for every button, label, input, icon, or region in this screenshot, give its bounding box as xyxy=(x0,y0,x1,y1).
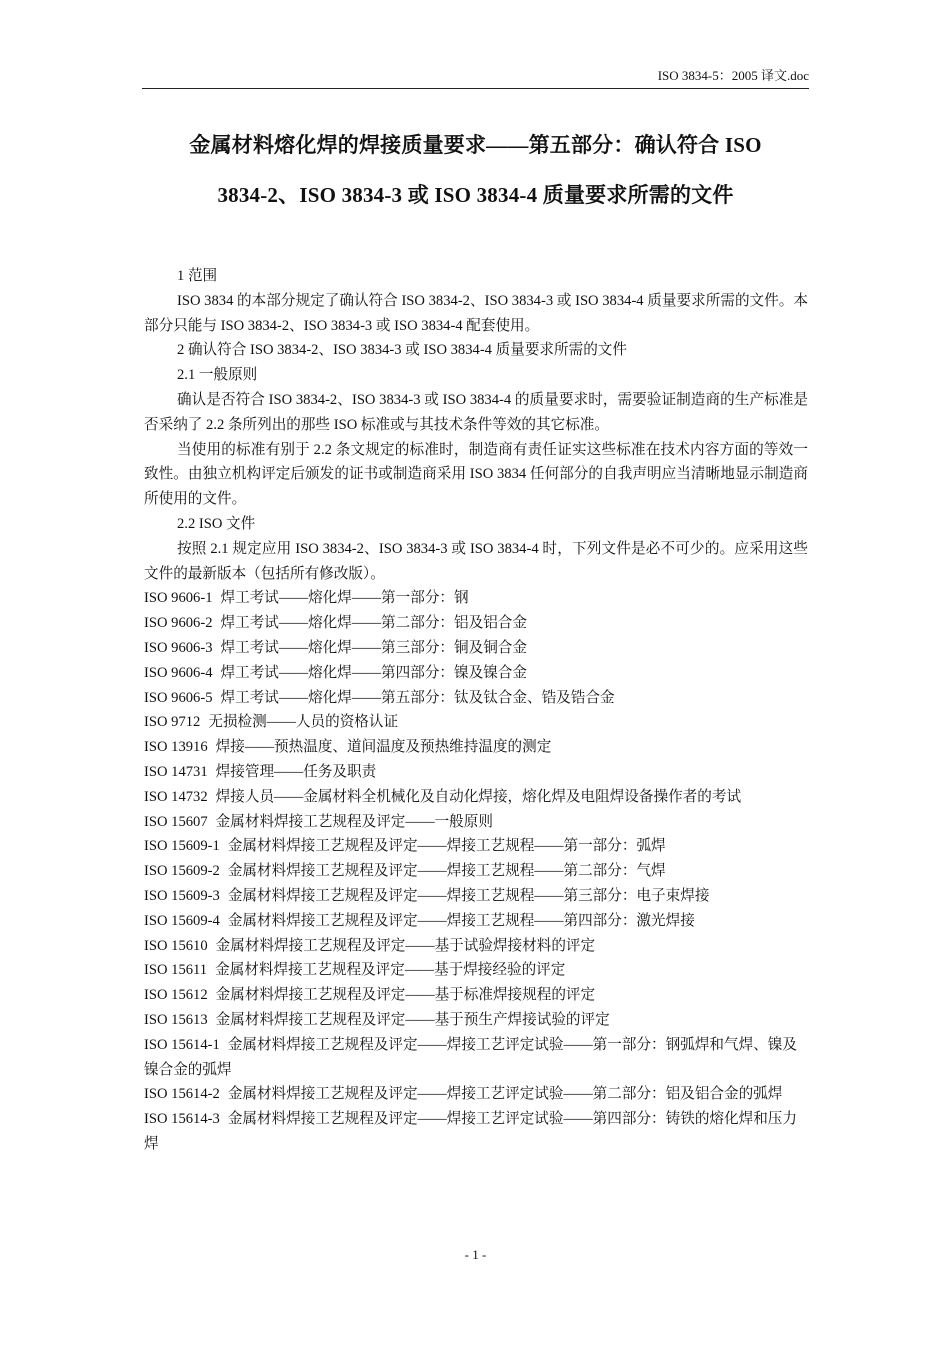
reference-code: ISO 15610 xyxy=(144,937,208,954)
reference-code: ISO 15609-1 xyxy=(144,838,220,855)
reference-item xyxy=(144,586,808,611)
reference-title: 焊工考试——熔化焊——第四部分：镍及镍合金 xyxy=(220,664,527,681)
reference-code: ISO 15612 xyxy=(144,987,208,1004)
reference-code: ISO 15607 xyxy=(144,813,208,830)
reference-title: 金属材料焊接工艺规程及评定——焊接工艺评定试验——第四部分：铸铁的熔化焊和压力焊 xyxy=(144,1111,797,1152)
reference-item xyxy=(144,859,808,884)
reference-item xyxy=(144,934,808,959)
reference-title: 金属材料焊接工艺规程及评定——焊接工艺规程——第二部分：气焊 xyxy=(227,863,666,880)
reference-title: 金属材料焊接工艺规程及评定——焊接工艺规程——第四部分：激光焊接 xyxy=(227,912,695,929)
document-title xyxy=(142,120,809,220)
reference-code: ISO 15614-3 xyxy=(144,1111,220,1128)
reference-item xyxy=(144,760,808,785)
reference-item xyxy=(144,834,808,859)
reference-title: 金属材料焊接工艺规程及评定——焊接工艺评定试验——第一部分：钢弧焊和气焊、镍及镍合金的弧焊 xyxy=(144,1036,797,1078)
section-2-1-heading: 2.1 一般原则 xyxy=(177,367,258,384)
reference-title: 金属材料焊接工艺规程及评定——基于标准焊接规程的评定 xyxy=(215,987,596,1004)
reference-title: 金属材料焊接工艺规程及评定——焊接工艺评定试验——第二部分：铝及铝合金的弧焊 xyxy=(227,1086,783,1103)
reference-code: ISO 14732 xyxy=(144,788,208,805)
reference-code: ISO 14731 xyxy=(144,763,208,780)
title-line-1: 金属材料熔化焊的焊接质量要求——第五部分：确认符合 ISO xyxy=(189,133,762,157)
document-body xyxy=(144,264,808,1157)
reference-title: 焊工考试——熔化焊——第三部分：铜及铜合金 xyxy=(220,639,527,656)
reference-code: ISO 15609-4 xyxy=(144,912,220,929)
reference-item xyxy=(144,735,808,760)
reference-item xyxy=(144,1082,808,1107)
reference-title: 金属材料焊接工艺规程及评定——焊接工艺规程——第三部分：电子束焊接 xyxy=(227,887,710,904)
reference-title: 金属材料焊接工艺规程及评定——基于焊接经验的评定 xyxy=(215,962,566,979)
section-1-heading: 1 范围 xyxy=(177,268,218,284)
reference-code: ISO 15614-1 xyxy=(144,1036,220,1053)
section-2-1-para-2: 当使用的标准有别于 2.2 条文规定的标准时，制造商有责任证实这些标准在技术内容方面的等效一致性。由独立机构评定后颁发的证书或制造商采用 ISO 3834 任何部分的自我声明应当清晰地显示制造商所使用的文件。 xyxy=(144,441,808,508)
reference-title: 焊接人员——金属材料全机械化及自动化焊接，熔化焊及电阻焊设备操作者的考试 xyxy=(215,788,742,805)
reference-title: 金属材料焊接工艺规程及评定——焊接工艺规程——第一部分：弧焊 xyxy=(227,838,666,855)
reference-code: ISO 9606-3 xyxy=(144,639,213,656)
reference-code: ISO 9606-2 xyxy=(144,615,213,632)
reference-code: ISO 9712 xyxy=(144,714,201,731)
section-2-2-para-1: 按照 2.1 规定应用 ISO 3834-2、ISO 3834-3 或 ISO 3834-4 时，下列文件是必不可少的。应采用这些文件的最新版本（包括所有修改版）。 xyxy=(144,540,808,582)
reference-item xyxy=(144,810,808,835)
reference-code: ISO 13916 xyxy=(144,739,208,756)
reference-code: ISO 15613 xyxy=(144,1011,208,1028)
reference-code: ISO 9606-5 xyxy=(144,689,213,706)
reference-item xyxy=(144,611,808,636)
reference-item xyxy=(144,958,808,983)
reference-code: ISO 15609-2 xyxy=(144,863,220,880)
reference-list xyxy=(144,586,808,1156)
reference-title: 焊接管理——任务及职责 xyxy=(215,763,377,780)
reference-code: ISO 15611 xyxy=(144,962,208,979)
reference-title: 焊工考试——熔化焊——第二部分：铝及铝合金 xyxy=(220,615,527,632)
reference-item xyxy=(144,884,808,909)
reference-code: ISO 15609-3 xyxy=(144,887,220,904)
reference-item xyxy=(144,1008,808,1033)
reference-title: 金属材料焊接工艺规程及评定——一般原则 xyxy=(215,813,493,830)
title-line-2: 3834-2、ISO 3834-3 或 ISO 3834-4 质量要求所需的文件 xyxy=(217,183,734,207)
reference-item xyxy=(144,785,808,810)
reference-title: 金属材料焊接工艺规程及评定——基于预生产焊接试验的评定 xyxy=(215,1011,610,1028)
reference-item xyxy=(144,710,808,735)
reference-code: ISO 9606-1 xyxy=(144,590,213,607)
reference-code: ISO 9606-4 xyxy=(144,664,213,681)
section-2-1-para-1: 确认是否符合 ISO 3834-2、ISO 3834-3 或 ISO 3834-4 的质量要求时，需要验证制造商的生产标准是否采纳了 2.2 条所列出的那些 ISO 标准或与其技术条件等效的其它标准。 xyxy=(144,391,808,433)
reference-item xyxy=(144,636,808,661)
section-2-heading: 2 确认符合 ISO 3834-2、ISO 3834-3 或 ISO 3834-4 质量要求所需的文件 xyxy=(177,342,627,359)
reference-title: 焊工考试——熔化焊——第五部分：钛及钛合金、锆及锆合金 xyxy=(220,689,615,706)
reference-item xyxy=(144,1107,808,1157)
reference-item xyxy=(144,661,808,686)
page-footer xyxy=(142,1247,809,1263)
reference-item xyxy=(144,909,808,934)
reference-title: 焊接——预热温度、道间温度及预热维持温度的测定 xyxy=(215,739,552,756)
page-header xyxy=(142,66,809,89)
reference-title: 焊工考试——熔化焊——第一部分：钢 xyxy=(220,590,469,607)
section-2-2-heading: 2.2 ISO 文件 xyxy=(177,515,256,532)
reference-item xyxy=(144,983,808,1008)
reference-title: 金属材料焊接工艺规程及评定——基于试验焊接材料的评定 xyxy=(215,937,596,954)
reference-item xyxy=(144,1033,808,1083)
page-number: - 1 - xyxy=(464,1247,487,1262)
header-filename: ISO 3834-5：2005 译文.doc xyxy=(657,68,809,83)
reference-title: 无损检测——人员的资格认证 xyxy=(208,714,399,731)
section-1-text: ISO 3834 的本部分规定了确认符合 ISO 3834-2、ISO 3834-3 或 ISO 3834-4 质量要求所需的文件。本部分只能与 ISO 3834-2、ISO 3834-3 或 ISO 3834-4 配套使用。 xyxy=(144,292,808,334)
reference-item xyxy=(144,686,808,711)
reference-code: ISO 15614-2 xyxy=(144,1086,220,1103)
